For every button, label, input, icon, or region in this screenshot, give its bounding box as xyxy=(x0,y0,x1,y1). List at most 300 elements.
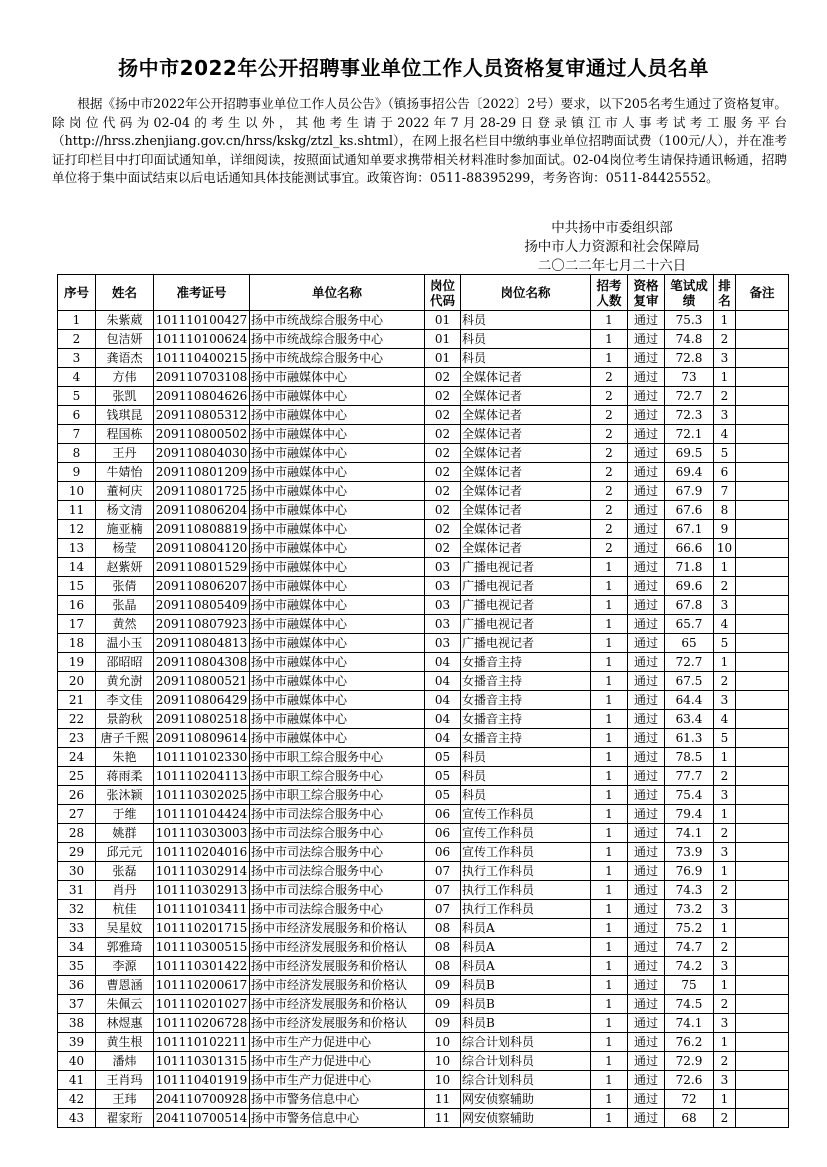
cell-name: 张凯 xyxy=(96,387,154,406)
table-row xyxy=(58,767,789,786)
cell-post-name: 女播音主持 xyxy=(461,653,591,672)
cell-score: 65 xyxy=(665,634,714,653)
cell-name: 于维 xyxy=(96,805,154,824)
cell-post-name: 广播电视记者 xyxy=(461,577,591,596)
cell-score: 67.6 xyxy=(665,501,714,520)
header-unit: 单位名称 xyxy=(250,275,425,311)
cell-remark xyxy=(736,881,789,900)
cell-index: 10 xyxy=(58,482,96,501)
cell-name: 杨莹 xyxy=(96,539,154,558)
table-row xyxy=(58,520,789,539)
cell-score: 77.7 xyxy=(665,767,714,786)
cell-index: 35 xyxy=(58,957,96,976)
signature-org-2: 扬中市人力资源和社会保障局 xyxy=(524,239,700,255)
cell-index: 2 xyxy=(58,330,96,349)
cell-index: 12 xyxy=(58,520,96,539)
cell-rank: 2 xyxy=(714,938,736,957)
cell-post-code: 03 xyxy=(425,615,461,634)
cell-review: 通过 xyxy=(628,976,665,995)
table-row xyxy=(58,1071,789,1090)
cell-quota: 1 xyxy=(591,919,628,938)
cell-remark xyxy=(736,482,789,501)
cell-quota: 2 xyxy=(591,539,628,558)
cell-name: 杨文清 xyxy=(96,501,154,520)
cell-index: 31 xyxy=(58,881,96,900)
cell-name: 张晶 xyxy=(96,596,154,615)
cell-post-name: 科员 xyxy=(461,786,591,805)
cell-unit: 扬中市警务信息中心 xyxy=(250,1109,425,1128)
cell-unit: 扬中市经济发展服务和价格认 xyxy=(250,938,425,957)
cell-score: 68 xyxy=(665,1109,714,1128)
cell-post-name: 宣传工作科员 xyxy=(461,843,591,862)
cell-post-code: 03 xyxy=(425,577,461,596)
cell-index: 33 xyxy=(58,919,96,938)
cell-post-code: 11 xyxy=(425,1090,461,1109)
cell-rank: 3 xyxy=(714,349,736,368)
table-row xyxy=(58,425,789,444)
cell-score: 73.9 xyxy=(665,843,714,862)
cell-post-name: 广播电视记者 xyxy=(461,596,591,615)
cell-name: 李文佳 xyxy=(96,691,154,710)
cell-rank: 3 xyxy=(714,691,736,710)
cell-review: 通过 xyxy=(628,767,665,786)
cell-index: 9 xyxy=(58,463,96,482)
cell-score: 79.4 xyxy=(665,805,714,824)
table-row xyxy=(58,672,789,691)
cell-ticket: 209110804030 xyxy=(154,444,250,463)
cell-index: 22 xyxy=(58,710,96,729)
cell-rank: 2 xyxy=(714,577,736,596)
cell-score: 74.8 xyxy=(665,330,714,349)
table-row xyxy=(58,824,789,843)
cell-remark xyxy=(736,425,789,444)
cell-review: 通过 xyxy=(628,748,665,767)
cell-review: 通过 xyxy=(628,615,665,634)
cell-rank: 2 xyxy=(714,330,736,349)
cell-score: 67.8 xyxy=(665,596,714,615)
cell-score: 69.6 xyxy=(665,577,714,596)
cell-post-name: 女播音主持 xyxy=(461,672,591,691)
cell-ticket: 101110302914 xyxy=(154,862,250,881)
cell-name: 程国栋 xyxy=(96,425,154,444)
cell-ticket: 101110206728 xyxy=(154,1014,250,1033)
header-score: 笔试成绩 xyxy=(665,275,714,311)
cell-review: 通过 xyxy=(628,425,665,444)
cell-score: 75.4 xyxy=(665,786,714,805)
cell-ticket: 101110100427 xyxy=(154,311,250,330)
cell-quota: 1 xyxy=(591,710,628,729)
cell-review: 通过 xyxy=(628,900,665,919)
cell-index: 23 xyxy=(58,729,96,748)
cell-ticket: 209110804120 xyxy=(154,539,250,558)
table-row xyxy=(58,976,789,995)
cell-unit: 扬中市生产力促进中心 xyxy=(250,1071,425,1090)
cell-remark xyxy=(736,463,789,482)
cell-name: 朱艳 xyxy=(96,748,154,767)
cell-rank: 7 xyxy=(714,482,736,501)
cell-post-name: 科员A xyxy=(461,919,591,938)
cell-remark xyxy=(736,444,789,463)
cell-name: 方伟 xyxy=(96,368,154,387)
cell-index: 17 xyxy=(58,615,96,634)
cell-remark xyxy=(736,824,789,843)
cell-score: 73 xyxy=(665,368,714,387)
cell-rank: 2 xyxy=(714,881,736,900)
cell-unit: 扬中市统战综合服务中心 xyxy=(250,330,425,349)
cell-score: 72.9 xyxy=(665,1052,714,1071)
cell-unit: 扬中市生产力促进中心 xyxy=(250,1033,425,1052)
cell-quota: 1 xyxy=(591,805,628,824)
cell-ticket: 101110201715 xyxy=(154,919,250,938)
cell-index: 13 xyxy=(58,539,96,558)
cell-rank: 3 xyxy=(714,406,736,425)
cell-unit: 扬中市融媒体中心 xyxy=(250,577,425,596)
table-row xyxy=(58,710,789,729)
candidate-table xyxy=(57,274,789,1128)
cell-unit: 扬中市职工综合服务中心 xyxy=(250,748,425,767)
cell-post-code: 06 xyxy=(425,805,461,824)
cell-quota: 2 xyxy=(591,406,628,425)
cell-rank: 5 xyxy=(714,729,736,748)
cell-post-name: 全媒体记者 xyxy=(461,463,591,482)
cell-ticket: 209110801725 xyxy=(154,482,250,501)
cell-post-code: 08 xyxy=(425,919,461,938)
cell-name: 张倩 xyxy=(96,577,154,596)
cell-index: 20 xyxy=(58,672,96,691)
cell-name: 潘炜 xyxy=(96,1052,154,1071)
cell-post-code: 04 xyxy=(425,710,461,729)
cell-review: 通过 xyxy=(628,577,665,596)
cell-quota: 1 xyxy=(591,672,628,691)
cell-unit: 扬中市生产力促进中心 xyxy=(250,1052,425,1071)
cell-unit: 扬中市融媒体中心 xyxy=(250,539,425,558)
cell-score: 75.3 xyxy=(665,311,714,330)
signature-date: 二〇二二年七月二十六日 xyxy=(537,258,687,274)
cell-ticket: 209110804626 xyxy=(154,387,250,406)
cell-remark xyxy=(736,330,789,349)
cell-name: 董柯庆 xyxy=(96,482,154,501)
cell-unit: 扬中市司法综合服务中心 xyxy=(250,862,425,881)
cell-quota: 1 xyxy=(591,558,628,577)
cell-rank: 2 xyxy=(714,767,736,786)
cell-review: 通过 xyxy=(628,653,665,672)
cell-score: 61.3 xyxy=(665,729,714,748)
cell-post-code: 09 xyxy=(425,976,461,995)
table-row xyxy=(58,691,789,710)
cell-quota: 2 xyxy=(591,463,628,482)
cell-post-code: 04 xyxy=(425,653,461,672)
cell-ticket: 204110700928 xyxy=(154,1090,250,1109)
cell-ticket: 101110204016 xyxy=(154,843,250,862)
cell-post-name: 全媒体记者 xyxy=(461,387,591,406)
cell-unit: 扬中市融媒体中心 xyxy=(250,425,425,444)
cell-name: 郭雅琦 xyxy=(96,938,154,957)
cell-name: 钱琪昆 xyxy=(96,406,154,425)
cell-index: 26 xyxy=(58,786,96,805)
header-review: 资格复审 xyxy=(628,275,665,311)
cell-review: 通过 xyxy=(628,1033,665,1052)
cell-post-name: 科员 xyxy=(461,748,591,767)
cell-post-code: 10 xyxy=(425,1071,461,1090)
table-row xyxy=(58,330,789,349)
cell-unit: 扬中市融媒体中心 xyxy=(250,406,425,425)
cell-unit: 扬中市统战综合服务中心 xyxy=(250,311,425,330)
cell-post-code: 02 xyxy=(425,482,461,501)
cell-remark xyxy=(736,311,789,330)
header-post-code: 岗位代码 xyxy=(425,275,461,311)
cell-review: 通过 xyxy=(628,1052,665,1071)
cell-score: 74.1 xyxy=(665,1014,714,1033)
cell-quota: 1 xyxy=(591,976,628,995)
cell-unit: 扬中市经济发展服务和价格认 xyxy=(250,995,425,1014)
cell-ticket: 101110102211 xyxy=(154,1033,250,1052)
cell-review: 通过 xyxy=(628,786,665,805)
cell-ticket: 209110801529 xyxy=(154,558,250,577)
cell-review: 通过 xyxy=(628,349,665,368)
cell-name: 牛婧怡 xyxy=(96,463,154,482)
cell-remark xyxy=(736,520,789,539)
table-row xyxy=(58,634,789,653)
cell-review: 通过 xyxy=(628,729,665,748)
cell-name: 温小玉 xyxy=(96,634,154,653)
cell-index: 14 xyxy=(58,558,96,577)
cell-post-name: 科员A xyxy=(461,957,591,976)
cell-remark xyxy=(736,976,789,995)
cell-ticket: 209110806429 xyxy=(154,691,250,710)
cell-index: 37 xyxy=(58,995,96,1014)
cell-review: 通过 xyxy=(628,938,665,957)
cell-post-name: 科员 xyxy=(461,767,591,786)
table-row xyxy=(58,729,789,748)
cell-review: 通过 xyxy=(628,330,665,349)
cell-post-name: 综合计划科员 xyxy=(461,1071,591,1090)
cell-index: 1 xyxy=(58,311,96,330)
cell-quota: 1 xyxy=(591,596,628,615)
table-row xyxy=(58,881,789,900)
cell-review: 通过 xyxy=(628,1071,665,1090)
cell-remark xyxy=(736,368,789,387)
table-row xyxy=(58,501,789,520)
cell-review: 通过 xyxy=(628,368,665,387)
cell-quota: 1 xyxy=(591,330,628,349)
cell-quota: 1 xyxy=(591,995,628,1014)
cell-unit: 扬中市经济发展服务和价格认 xyxy=(250,957,425,976)
cell-rank: 4 xyxy=(714,710,736,729)
cell-remark xyxy=(736,672,789,691)
cell-index: 15 xyxy=(58,577,96,596)
cell-rank: 2 xyxy=(714,1109,736,1128)
cell-post-name: 科员B xyxy=(461,976,591,995)
cell-review: 通过 xyxy=(628,1109,665,1128)
cell-rank: 2 xyxy=(714,995,736,1014)
cell-quota: 1 xyxy=(591,900,628,919)
cell-score: 74.7 xyxy=(665,938,714,957)
cell-quota: 2 xyxy=(591,482,628,501)
cell-unit: 扬中市融媒体中心 xyxy=(250,463,425,482)
cell-index: 25 xyxy=(58,767,96,786)
cell-name: 翟家珩 xyxy=(96,1109,154,1128)
cell-ticket: 101110301315 xyxy=(154,1052,250,1071)
cell-rank: 3 xyxy=(714,843,736,862)
table-row xyxy=(58,786,789,805)
cell-remark xyxy=(736,406,789,425)
cell-post-code: 02 xyxy=(425,444,461,463)
cell-rank: 1 xyxy=(714,862,736,881)
cell-name: 唐子千熙 xyxy=(96,729,154,748)
cell-remark xyxy=(736,805,789,824)
cell-score: 66.6 xyxy=(665,539,714,558)
cell-score: 72 xyxy=(665,1090,714,1109)
cell-post-code: 01 xyxy=(425,349,461,368)
table-row xyxy=(58,1052,789,1071)
cell-quota: 1 xyxy=(591,1071,628,1090)
cell-name: 李源 xyxy=(96,957,154,976)
cell-ticket: 209110808819 xyxy=(154,520,250,539)
table-body xyxy=(58,311,789,1128)
cell-name: 蒋雨柔 xyxy=(96,767,154,786)
cell-name: 邱元元 xyxy=(96,843,154,862)
cell-review: 通过 xyxy=(628,501,665,520)
cell-remark xyxy=(736,387,789,406)
cell-score: 72.1 xyxy=(665,425,714,444)
cell-quota: 1 xyxy=(591,691,628,710)
header-name: 姓名 xyxy=(96,275,154,311)
cell-remark xyxy=(736,653,789,672)
cell-name: 王肖玛 xyxy=(96,1071,154,1090)
cell-rank: 1 xyxy=(714,653,736,672)
cell-unit: 扬中市经济发展服务和价格认 xyxy=(250,976,425,995)
cell-unit: 扬中市融媒体中心 xyxy=(250,691,425,710)
cell-quota: 1 xyxy=(591,653,628,672)
cell-ticket: 101110201027 xyxy=(154,995,250,1014)
cell-index: 30 xyxy=(58,862,96,881)
cell-unit: 扬中市融媒体中心 xyxy=(250,387,425,406)
cell-post-code: 08 xyxy=(425,957,461,976)
cell-ticket: 209110806207 xyxy=(154,577,250,596)
cell-post-name: 科员 xyxy=(461,349,591,368)
cell-score: 74.3 xyxy=(665,881,714,900)
cell-quota: 1 xyxy=(591,938,628,957)
cell-remark xyxy=(736,1109,789,1128)
cell-quota: 2 xyxy=(591,501,628,520)
cell-review: 通过 xyxy=(628,881,665,900)
cell-score: 67.9 xyxy=(665,482,714,501)
cell-score: 75 xyxy=(665,976,714,995)
cell-ticket: 101110400215 xyxy=(154,349,250,368)
cell-post-code: 02 xyxy=(425,425,461,444)
cell-post-name: 科员B xyxy=(461,1014,591,1033)
cell-post-code: 01 xyxy=(425,330,461,349)
cell-remark xyxy=(736,634,789,653)
cell-rank: 3 xyxy=(714,1071,736,1090)
cell-remark xyxy=(736,710,789,729)
cell-post-name: 女播音主持 xyxy=(461,710,591,729)
cell-ticket: 209110809614 xyxy=(154,729,250,748)
cell-review: 通过 xyxy=(628,596,665,615)
table-row xyxy=(58,1109,789,1128)
header-quota: 招考人数 xyxy=(591,275,628,311)
cell-review: 通过 xyxy=(628,387,665,406)
cell-rank: 2 xyxy=(714,672,736,691)
table-header-row xyxy=(58,275,789,311)
table-row xyxy=(58,995,789,1014)
cell-quota: 1 xyxy=(591,634,628,653)
cell-rank: 1 xyxy=(714,805,736,824)
cell-ticket: 209110805409 xyxy=(154,596,250,615)
cell-score: 67.1 xyxy=(665,520,714,539)
cell-quota: 1 xyxy=(591,957,628,976)
cell-name: 王玮 xyxy=(96,1090,154,1109)
cell-post-name: 执行工作科员 xyxy=(461,881,591,900)
cell-post-name: 广播电视记者 xyxy=(461,615,591,634)
cell-rank: 3 xyxy=(714,596,736,615)
cell-post-name: 全媒体记者 xyxy=(461,406,591,425)
cell-post-name: 科员A xyxy=(461,938,591,957)
cell-unit: 扬中市融媒体中心 xyxy=(250,520,425,539)
cell-rank: 1 xyxy=(714,748,736,767)
cell-index: 42 xyxy=(58,1090,96,1109)
cell-unit: 扬中市融媒体中心 xyxy=(250,615,425,634)
cell-post-name: 广播电视记者 xyxy=(461,634,591,653)
cell-ticket: 101110100624 xyxy=(154,330,250,349)
cell-score: 71.8 xyxy=(665,558,714,577)
cell-post-name: 全媒体记者 xyxy=(461,520,591,539)
cell-index: 38 xyxy=(58,1014,96,1033)
cell-index: 36 xyxy=(58,976,96,995)
cell-post-code: 05 xyxy=(425,786,461,805)
cell-score: 72.7 xyxy=(665,653,714,672)
cell-post-code: 08 xyxy=(425,938,461,957)
header-remark: 备注 xyxy=(736,275,789,311)
cell-review: 通过 xyxy=(628,520,665,539)
cell-rank: 6 xyxy=(714,463,736,482)
cell-remark xyxy=(736,729,789,748)
cell-post-name: 全媒体记者 xyxy=(461,444,591,463)
cell-review: 通过 xyxy=(628,805,665,824)
cell-post-name: 宣传工作科员 xyxy=(461,824,591,843)
cell-score: 64.4 xyxy=(665,691,714,710)
cell-name: 肖丹 xyxy=(96,881,154,900)
cell-score: 65.7 xyxy=(665,615,714,634)
cell-rank: 9 xyxy=(714,520,736,539)
cell-quota: 2 xyxy=(591,368,628,387)
cell-review: 通过 xyxy=(628,862,665,881)
cell-quota: 1 xyxy=(591,767,628,786)
cell-post-code: 04 xyxy=(425,691,461,710)
table-row xyxy=(58,539,789,558)
table-row xyxy=(58,843,789,862)
cell-review: 通过 xyxy=(628,1090,665,1109)
cell-unit: 扬中市经济发展服务和价格认 xyxy=(250,919,425,938)
cell-post-code: 01 xyxy=(425,311,461,330)
cell-index: 41 xyxy=(58,1071,96,1090)
cell-remark xyxy=(736,938,789,957)
cell-score: 72.3 xyxy=(665,406,714,425)
cell-quota: 1 xyxy=(591,824,628,843)
table-row xyxy=(58,805,789,824)
cell-ticket: 209110703108 xyxy=(154,368,250,387)
cell-post-code: 02 xyxy=(425,387,461,406)
cell-post-code: 11 xyxy=(425,1109,461,1128)
cell-name: 景韵秋 xyxy=(96,710,154,729)
cell-name: 邵昭昭 xyxy=(96,653,154,672)
cell-index: 3 xyxy=(58,349,96,368)
cell-name: 王丹 xyxy=(96,444,154,463)
cell-index: 18 xyxy=(58,634,96,653)
cell-score: 67.5 xyxy=(665,672,714,691)
cell-quota: 1 xyxy=(591,843,628,862)
cell-name: 杭佳 xyxy=(96,900,154,919)
